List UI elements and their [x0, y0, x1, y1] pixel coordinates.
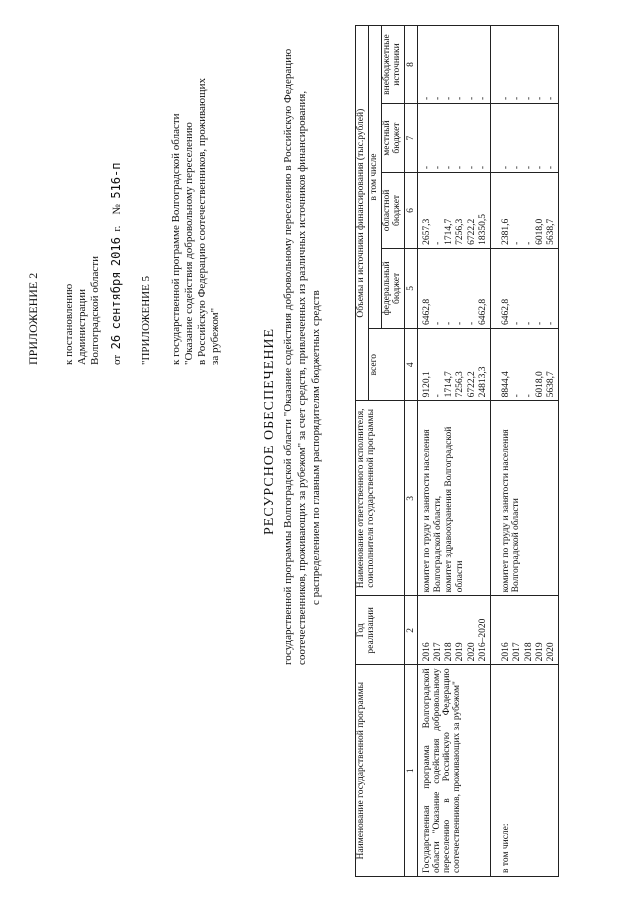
date-year: 2016: [109, 237, 123, 267]
administration-label: Администрации: [76, 288, 88, 365]
header-extra: внебюджетные источники: [381, 26, 404, 104]
sub-regional-cell: 2381,6 - - 6018,0 5638,7: [491, 173, 559, 249]
header-program-name: Наименование государственной программы: [356, 665, 405, 877]
col-number: 8: [404, 26, 417, 104]
region-label: Волгоградской области: [89, 256, 101, 365]
page-title: РЕСУРСНОЕ ОБЕСПЕЧЕНИЕ: [262, 327, 277, 535]
executors-cell: комитет по труду и занятости населения Волгоградской области, комитет здравоохранения Волгоградской области: [417, 401, 490, 596]
header-total: всего: [368, 329, 404, 401]
subtitle-line-1: государственной программы Волгоградской области "Оказание содействия добровольному переселению в Российскую Федерацию: [282, 48, 294, 665]
total-cell: 9120,1 - 1714,7 7256,3 6722,2 24813,3: [417, 329, 490, 401]
header-volumes: Объемы и источники финансирования (тыс.рублей): [356, 26, 369, 401]
appendix5-line-1: к государственной программе Волгоградской области: [170, 113, 182, 365]
sub-executor-cell: комитет по труду и занятости населения Волгоградской области: [491, 401, 559, 596]
col-number: 6: [404, 173, 417, 249]
sub-local-cell: - - - - -: [491, 104, 559, 173]
regional-cell: 2657,3 - 1714,7 7256,3 6722,2 18350,5: [417, 173, 490, 249]
col-number: 7: [404, 104, 417, 173]
federal-cell: 6462,8 - - - - 6462,8: [417, 248, 490, 328]
col-number: 3: [404, 401, 417, 596]
sub-years-cell: 2016 2017 2018 2019 2020: [491, 596, 559, 665]
sub-extra-cell: - - - - -: [491, 26, 559, 104]
extra-cell: - - - - - -: [417, 26, 490, 104]
date-month: сентября: [109, 271, 123, 330]
to-resolution-label: к постановлению: [63, 283, 75, 365]
appendix-label: ПРИЛОЖЕНИЕ 2: [26, 272, 40, 365]
appendix5-line-3: в Российскую Федерацию соотечественников, проживающих: [196, 78, 208, 365]
years-cell: 2016 2017 2018 2019 2020 2016–2020: [417, 596, 490, 665]
header-year: Год реализации: [356, 596, 405, 665]
subtitle-line-3: с распределением по главным распорядителям бюджетных средств: [310, 290, 322, 605]
appendix5-line-4: за рубежом": [209, 307, 221, 365]
header-federal: федеральный бюджет: [381, 248, 404, 328]
header-regional: областной бюджет: [381, 173, 404, 249]
date-day: 26: [109, 334, 123, 350]
header-including: в том числе: [368, 26, 381, 329]
resolution-date: от 26 сентября 2016 г. № 516-п: [109, 162, 123, 365]
resolution-number: 516-п: [109, 162, 123, 199]
header-executor: Наименование ответственного исполнителя, соисполнителя государственной программы: [356, 401, 405, 596]
resources-table: [355, 25, 559, 877]
table-row: [491, 26, 559, 877]
sub-total-cell: 8844,4 - - 6018,0 5638,7: [491, 329, 559, 401]
header-local: местный бюджет: [381, 104, 404, 173]
including-label-cell: в том числе:: [491, 665, 559, 877]
sub-federal-cell: 6462,8 - - - -: [491, 248, 559, 328]
subtitle-line-2: соотечественников, проживающих за рубежом" за счет средств, привлеченных из различных источников финансирования,: [296, 90, 308, 665]
program-name-cell: Государственная программа Волгоградской области "Оказание содействия добровольному переселению в Российскую Федерацию соотечественников, проживающих за рубежом": [417, 665, 490, 877]
table-row: [417, 26, 490, 877]
column-numbers-row: [404, 26, 417, 877]
appendix5-label: "ПРИЛОЖЕНИЕ 5: [140, 275, 152, 365]
col-number: 4: [404, 329, 417, 401]
col-number: 2: [404, 596, 417, 665]
appendix5-line-2: "Оказание содействия добровольному переселению: [183, 122, 195, 365]
local-cell: - - - - - -: [417, 104, 490, 173]
col-number: 1: [404, 665, 417, 877]
col-number: 5: [404, 248, 417, 328]
